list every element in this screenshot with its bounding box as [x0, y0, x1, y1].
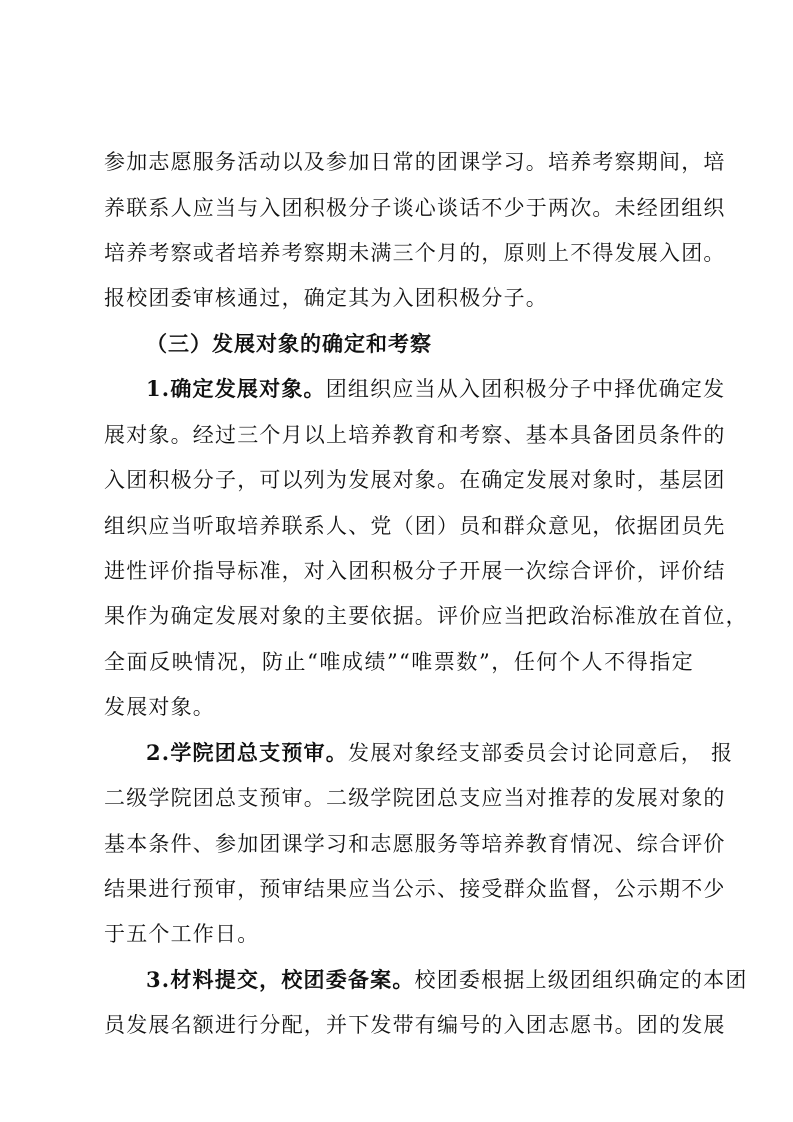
item1-line: 入团积极分子，可以列为发展对象。在确定发展对象时，基层团 — [104, 468, 726, 492]
paragraph-line: 参加志愿服务活动以及参加日常的团课学习。培养考察期间，培 — [104, 150, 726, 174]
item1-line: 全面反映情况，防止“唯成绩”“唯票数”，任何个人不得指定 — [104, 650, 694, 674]
item2-line: 于五个工作日。 — [104, 922, 260, 946]
item2-line: 结果进行预审，预审结果应当公示、接受群众监督，公示期不少 — [104, 877, 726, 901]
item1-line: 组织应当听取培养联系人、党（团）员和群众意见，依据团员先 — [104, 514, 726, 538]
item2-line: 二级学院团总支预审。二级学院团总支应当对推荐的发展对象的 — [104, 786, 726, 810]
item1-first-line — [146, 374, 726, 404]
paragraph-line: 培养考察或者培养考察期未满三个月的，原则上不得发展入团。 — [104, 241, 726, 265]
item2-title: 2.学院团总支预审。 — [146, 740, 348, 765]
item2-first-line — [146, 738, 734, 768]
item1-first-line-text: 团组织应当从入团积极分子中择优确定发 — [325, 377, 726, 401]
item1-title: 1.确定发展对象。 — [146, 376, 326, 401]
item1-line: 果作为确定发展对象的主要依据。评价应当把政治标准放在首位， — [104, 604, 748, 628]
item3-first-line — [146, 965, 748, 995]
paragraph-line: 养联系人应当与入团积极分子谈心谈话不少于两次。未经团组织 — [104, 196, 726, 220]
item3-first-line-text: 校团委根据上级团组织确定的本团 — [414, 968, 748, 992]
item1-line: 发展对象。 — [104, 695, 215, 719]
item2-line: 基本条件、参加团课学习和志愿服务等培养教育情况、综合评价 — [104, 832, 726, 856]
item1-line: 进性评价指导标准，对入团积极分子开展一次综合评价，评价结 — [104, 559, 726, 583]
item3-title: 3.材料提交，校团委备案。 — [146, 967, 415, 992]
item2-first-line-text: 发展对象经支部委员会讨论同意后， 报 — [347, 741, 734, 765]
item1-line: 展对象。经过三个月以上培养教育和考察、基本具备团员条件的 — [104, 423, 726, 447]
item3-line: 员发展名额进行分配，并下发带有编号的入团志愿书。团的发展 — [104, 1013, 726, 1037]
section-heading: （三）发展对象的确定和考察 — [146, 331, 432, 356]
paragraph-line: 报校团委审核通过，确定其为入团积极分子。 — [104, 286, 548, 310]
